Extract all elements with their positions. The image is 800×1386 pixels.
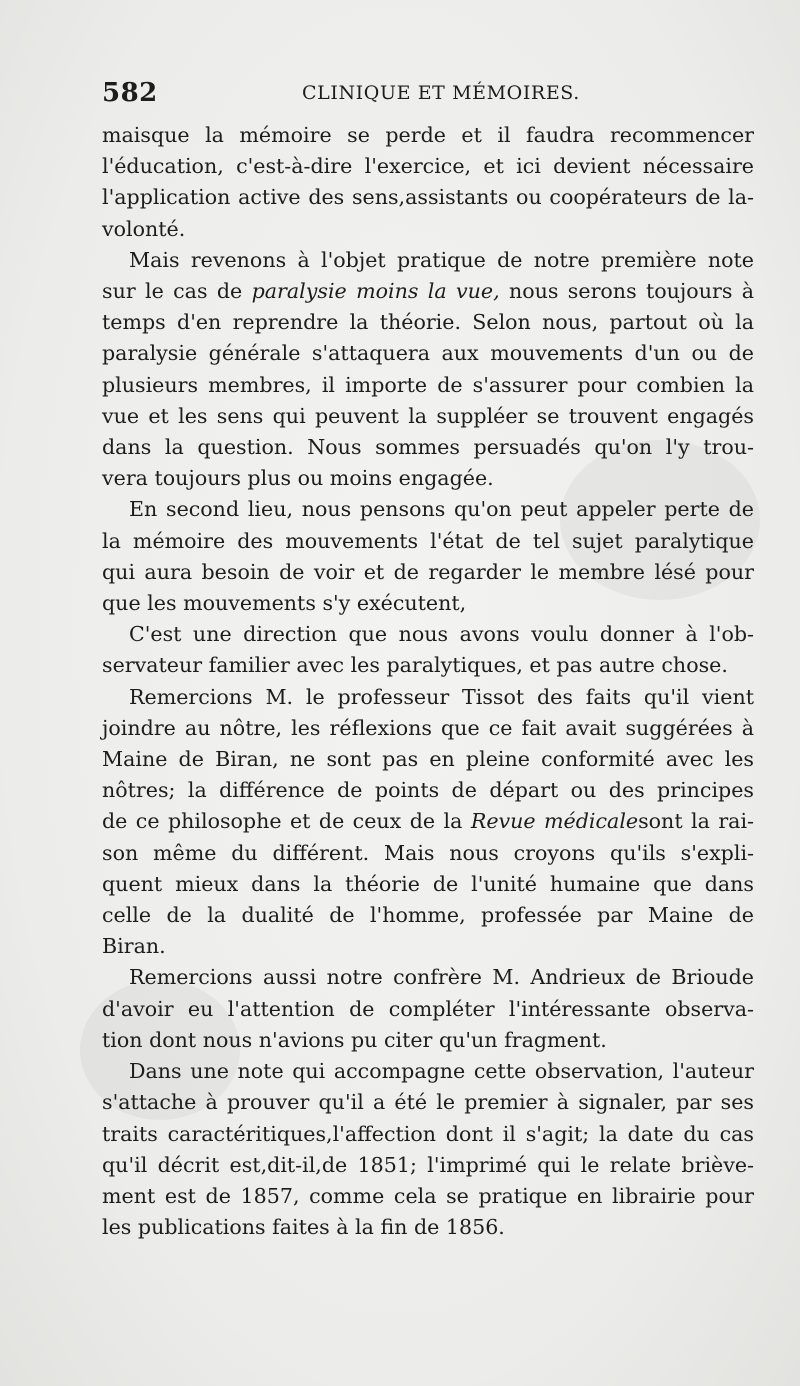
text-segment: de ce philosophe et de ceux de la [102,809,471,834]
text-line: tion dont nous n'avions pu citer qu'un fragment. [102,1027,607,1052]
text-line: ment est de 1857, comme cela se pratique en librairie pour [102,1183,754,1208]
paragraph [102,120,754,245]
text-line: l'application active des sens,assistants ou coopérateurs de la- [102,185,754,210]
text-line: C'est une direction que nous avons voulu donner à l'ob- [129,622,754,647]
text-line: Remercions M. le professeur Tissot des faits qu'il vient [129,684,754,709]
text-line: s'attache à prouver qu'il a été le premier à signaler, par ses [102,1090,754,1115]
text-line: servateur familier avec les paralytiques, et pas autre chose. [102,653,728,678]
page-number: 582 [102,78,158,108]
text-line: qu'il décrit est,dit-il,de 1851; l'imprimé qui le relate briève- [102,1152,754,1177]
text-line: vue et les sens qui peuvent la suppléer se trouvent engagés [102,403,754,428]
text-line: En second lieu, nous pensons qu'on peut appeler perte de [129,497,754,522]
text-line: Dans une note qui accompagne cette observation, l'auteur [129,1059,754,1084]
text-line-with-italic [102,276,754,307]
text-line: quent mieux dans la théorie de l'unité humaine que dans [102,871,754,896]
text-line: traits caractéritiques,l'affection dont il s'agit; la date du cas [102,1121,754,1146]
text-line: plusieurs membres, il importe de s'assurer pour combien la [102,372,754,397]
paragraph [102,245,754,495]
text-segment: sont la rai- [638,809,754,834]
text-line: joindre au nôtre, les réflexions que ce fait avait suggérées à [102,715,754,740]
text-line: nôtres; la différence de points de départ ou des principes [102,778,754,803]
text-line: d'avoir eu l'attention de compléter l'intéressante observa- [102,996,754,1021]
text-line: maisque la mémoire se perde et il faudra recommencer [102,123,754,147]
text-segment: nous serons toujours à [499,279,755,304]
paragraph [102,962,754,1056]
text-line: celle de la dualité de l'homme, professée par Maine de [102,903,754,928]
text-line: paralysie générale s'attaquera aux mouvements d'un ou de [102,341,754,366]
text-line: Maine de Biran, ne sont pas en pleine conformité avec les [102,747,754,772]
running-title: CLINIQUE ET MÉMOIRES. [302,82,580,104]
paragraph [102,682,754,963]
paragraph [102,619,754,681]
paragraph [102,1056,754,1243]
text-line: vera toujours plus ou moins engagée. [102,466,494,491]
text-line: dans la question. Nous sommes persuadés qu'on l'y trou- [102,435,754,460]
text-line: Remercions aussi notre confrère M. Andrieux de Brioude [129,965,754,990]
body-text [102,120,754,1243]
text-line: que les mouvements s'y exécutent, [102,591,467,616]
text-line: temps d'en reprendre la théorie. Selon nous, partout où la [102,310,754,335]
text-line: les publications faites à la fin de 1856. [102,1215,505,1240]
paragraph [102,494,754,619]
text-line: qui aura besoin de voir et de regarder le membre lésé pour [102,559,754,584]
page-header [102,78,750,114]
italic-phrase: Revue médicale [470,809,639,834]
text-line: Mais revenons à l'objet pratique de notre première note [129,247,754,272]
italic-phrase: paralysie moins la vue, [251,279,500,304]
text-line: son même du différent. Mais nous croyons qu'ils s'expli- [102,840,754,865]
text-line: Biran. [102,934,166,959]
text-line: l'éducation, c'est-à-dire l'exercice, et ici devient nécessaire [102,154,754,179]
text-line-with-italic [102,806,754,837]
text-line: volonté. [102,216,186,241]
text-line: la mémoire des mouvements l'état de tel sujet paralytique [102,528,754,553]
text-segment: sur le cas de [102,279,252,304]
